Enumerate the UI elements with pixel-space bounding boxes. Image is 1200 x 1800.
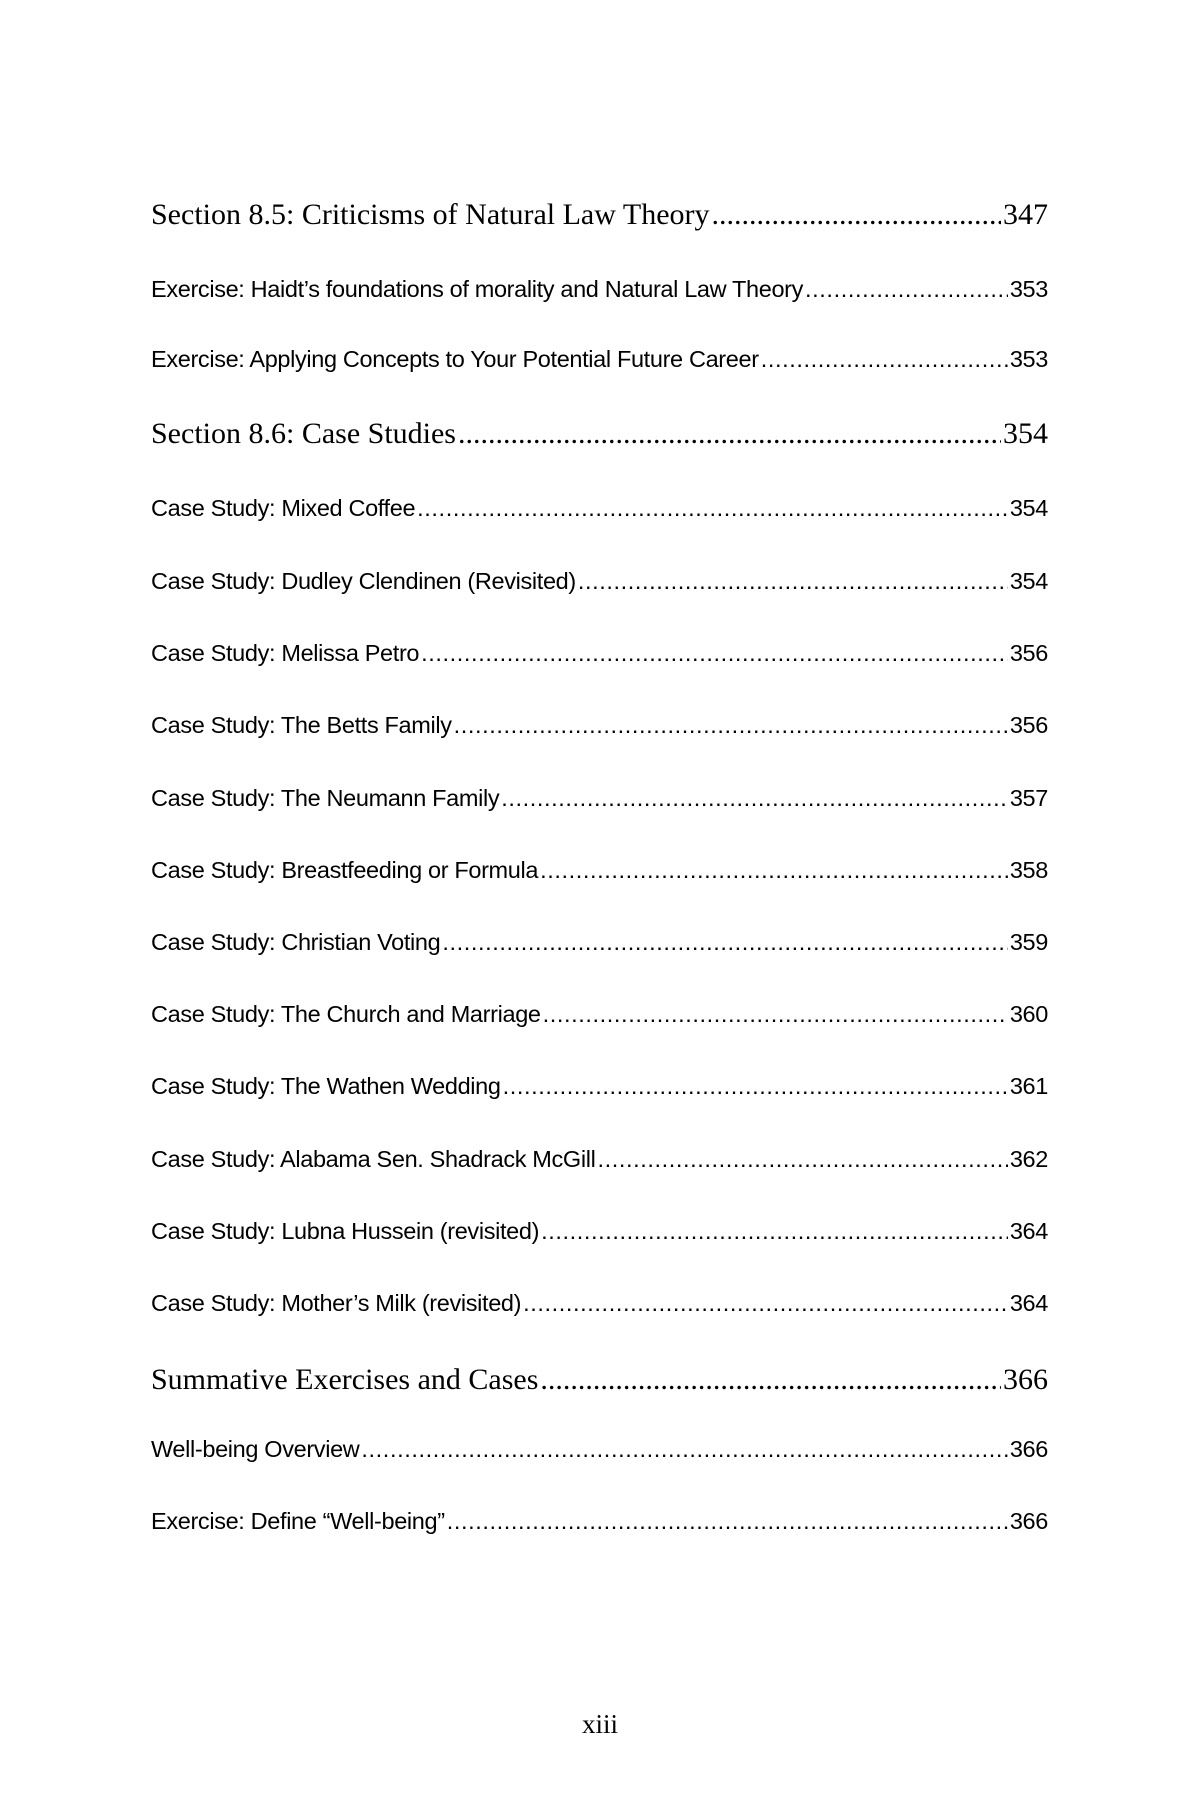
- toc-entry-title: Case Study: Breastfeeding or Formula: [151, 857, 539, 883]
- toc-entry-title: Section 8.6: Case Studies: [151, 417, 456, 450]
- toc-case-betts-family[interactable]: [151, 712, 1048, 746]
- toc-entry-page: 364: [1009, 1218, 1048, 1244]
- toc-entry-page: 354: [1009, 495, 1048, 521]
- toc-case-mixed-coffee[interactable]: [151, 495, 1048, 529]
- toc-entry-page: 354: [1009, 568, 1048, 594]
- toc-entry-page: 361: [1009, 1073, 1048, 1099]
- toc-entry-page: 360: [1009, 1001, 1048, 1027]
- dot-leader: [805, 276, 1008, 303]
- toc-entry-page: 347: [1003, 198, 1048, 231]
- toc-entry-title: Exercise: Haidt’s foundations of morality and Natural Law Theory: [151, 276, 804, 302]
- toc-case-mothers-milk[interactable]: [151, 1290, 1048, 1324]
- toc-entry-page: 356: [1009, 712, 1048, 738]
- toc-entry-title: Case Study: Alabama Sen. Shadrack McGill: [151, 1146, 596, 1172]
- dot-leader: [442, 929, 1007, 956]
- toc-entry-title: Case Study: Melissa Petro: [151, 640, 420, 666]
- toc-entry-title: Case Study: The Neumann Family: [151, 785, 500, 811]
- toc-case-neumann-family[interactable]: [151, 785, 1048, 819]
- toc-entry-page: 356: [1009, 640, 1048, 666]
- toc-entry-title: Exercise: Applying Concepts to Your Potential Future Career: [151, 346, 759, 372]
- toc-entry-page: 366: [1009, 1436, 1048, 1462]
- toc-entry-page: 358: [1009, 857, 1048, 883]
- dot-leader: [761, 346, 1008, 373]
- toc-entry-title: Case Study: The Betts Family: [151, 712, 452, 738]
- dot-leader: [447, 1508, 1008, 1535]
- toc-case-lubna-hussein[interactable]: [151, 1218, 1048, 1252]
- toc-entry-title: Exercise: Define “Well-being”: [151, 1508, 445, 1534]
- toc-section-8-5[interactable]: [151, 198, 1048, 238]
- toc-entry-title: Case Study: The Wathen Wedding: [151, 1073, 501, 1099]
- dot-leader: [503, 1073, 1008, 1100]
- toc-case-wathen-wedding[interactable]: [151, 1073, 1048, 1107]
- toc-well-being-overview[interactable]: [151, 1436, 1048, 1470]
- toc-entry-title: Section 8.5: Criticisms of Natural Law Theory: [151, 198, 710, 231]
- toc-entry-title: Well-being Overview: [151, 1436, 360, 1462]
- toc-entry-page: 359: [1009, 929, 1048, 955]
- dot-leader: [523, 1290, 1008, 1317]
- dot-leader: [541, 1218, 1008, 1245]
- toc-entry-title: Case Study: Lubna Hussein (revisited): [151, 1218, 540, 1244]
- toc-entry-page: 366: [1003, 1363, 1048, 1396]
- page-number: xiii: [581, 1709, 618, 1739]
- dot-leader: [421, 640, 1008, 667]
- dot-leader: [540, 1363, 1001, 1397]
- dot-leader: [501, 785, 1008, 812]
- toc-entry-title: Summative Exercises and Cases: [151, 1363, 539, 1396]
- toc-case-church-marriage[interactable]: [151, 1001, 1048, 1035]
- toc-entry-page: 357: [1009, 785, 1048, 811]
- toc-exercise-haidt[interactable]: [151, 276, 1048, 310]
- dot-leader: [361, 1436, 1007, 1463]
- toc-entry-page: 353: [1009, 276, 1048, 302]
- toc-entry-title: Case Study: The Church and Marriage: [151, 1001, 541, 1027]
- toc-exercise-define-well-being[interactable]: [151, 1508, 1048, 1542]
- toc-case-dudley-clendinen[interactable]: [151, 568, 1048, 602]
- dot-leader: [597, 1146, 1007, 1173]
- dot-leader: [543, 1001, 1008, 1028]
- toc-entry-page: 366: [1009, 1508, 1048, 1534]
- dot-leader: [458, 417, 1001, 451]
- dot-leader: [417, 495, 1008, 522]
- toc-entry-title: Case Study: Mother’s Milk (revisited): [151, 1290, 522, 1316]
- toc-entry-page: 364: [1009, 1290, 1048, 1316]
- toc-section-8-6[interactable]: [151, 417, 1048, 457]
- toc-entry-page: 362: [1009, 1146, 1048, 1172]
- toc-section-summative[interactable]: [151, 1363, 1048, 1403]
- dot-leader: [454, 712, 1008, 739]
- toc-exercise-applying-concepts[interactable]: [151, 346, 1048, 380]
- toc-case-christian-voting[interactable]: [151, 929, 1048, 963]
- dot-leader: [712, 198, 1001, 232]
- toc-case-shadrack-mcgill[interactable]: [151, 1146, 1048, 1180]
- toc-entry-title: Case Study: Mixed Coffee: [151, 495, 416, 521]
- toc-entry-title: Case Study: Dudley Clendinen (Revisited): [151, 568, 576, 594]
- toc-case-melissa-petro[interactable]: [151, 640, 1048, 674]
- toc-entry-page: 353: [1009, 346, 1048, 372]
- dot-leader: [578, 568, 1008, 595]
- toc-entry-page: 354: [1003, 417, 1048, 450]
- dot-leader: [540, 857, 1008, 884]
- toc-entry-title: Case Study: Christian Voting: [151, 929, 441, 955]
- toc-case-breastfeeding[interactable]: [151, 857, 1048, 891]
